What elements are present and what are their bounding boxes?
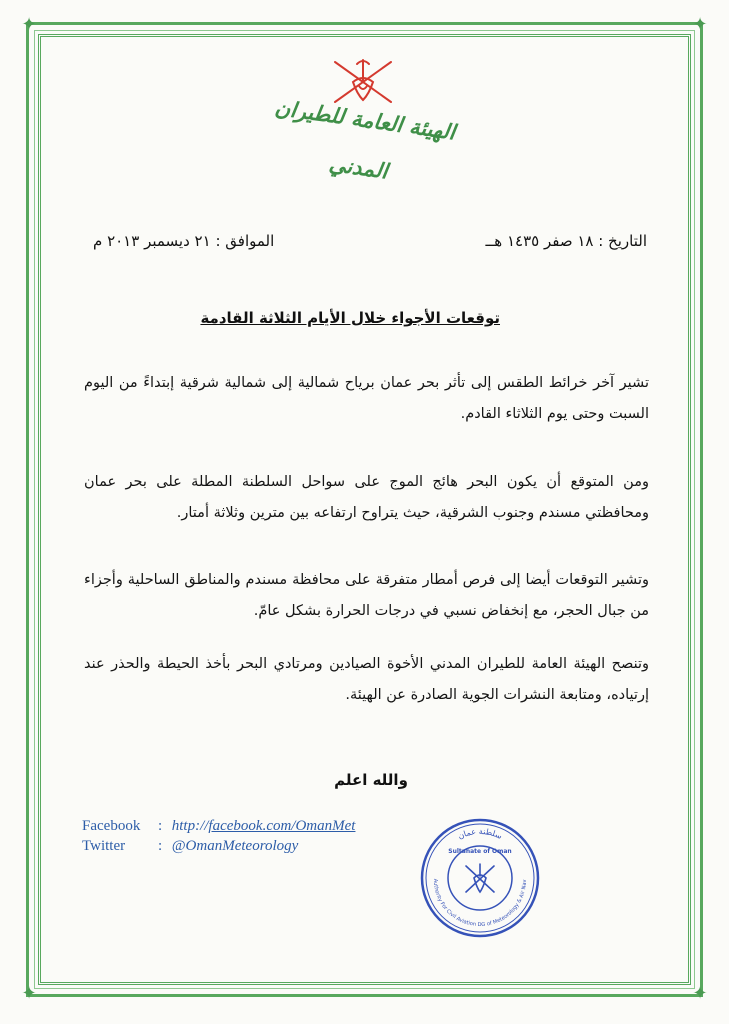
stamp-sultanate-text: Sultanate of Oman (448, 848, 512, 855)
twitter-label: Twitter (82, 838, 126, 854)
colon-separator: : (158, 818, 163, 834)
body-paragraph: تشير آخر خرائط الطقس إلى تأثر بحر عمان برياح شمالية إلى شمالية شرقية إبتداءً من اليوم السبت وحتى يوم الثلاثاء القادم. (84, 375, 649, 422)
stamp-khanjar-icon (466, 864, 494, 892)
corner-ornament-icon: ✦ (692, 983, 708, 1004)
closing-phrase: والله اعلم (334, 771, 408, 789)
body-paragraph: وتنصح الهيئة العامة للطيران المدني الأخوة الصيادين ومرتادي البحر بأخذ الحيطة والحذر عند إرتياده، ومتابعة النشرات الجوية الصادرة عن الهيئة. (84, 656, 649, 703)
facebook-link-prefix: http:// (171, 818, 209, 834)
hijri-date: التاريخ : ١٨ صفر ١٤٣٥ هــ (485, 232, 647, 250)
corner-ornament-icon: ✦ (692, 14, 708, 35)
gregorian-date: الموافق : ٢١ ديسمبر ٢٠١٣ م (93, 232, 275, 250)
corner-ornament-icon: ✦ (21, 14, 37, 35)
document-title: توقعات الأجواء خلال الأيام الثلاثة القادمة (200, 309, 500, 327)
twitter-handle-link[interactable]: @OmanMeteorology (171, 838, 299, 854)
facebook-contact (82, 818, 355, 835)
corner-ornament-icon: ✦ (21, 983, 37, 1004)
facebook-label: Facebook (82, 818, 141, 834)
stamp-ring-bottom-text: Authority For Civil Aviation DG of Meteorology & Air Nav (431, 878, 529, 929)
facebook-link-main: facebook.com/OmanMet (208, 818, 356, 834)
facebook-link[interactable] (172, 818, 356, 834)
stamp-ring-top-text: سلطنة عمان (456, 826, 504, 841)
authority-logo-text: الهيئة العامة للطيران المدني (273, 94, 457, 184)
body-paragraph: وتشير التوقعات أيضا إلى فرص أمطار متفرقة على محافظة مسندم والمناطق الساحلية وأجزاء من جبال الحجر، مع إنخفاض نسبي في درجات الحرارة بشكل عامّ. (84, 572, 649, 619)
colon-separator: : (158, 838, 163, 854)
twitter-contact (82, 838, 298, 855)
official-stamp-seal (418, 816, 542, 940)
body-paragraph: ومن المتوقع أن يكون البحر هائج الموج على سواحل السلطنة المطلة على بحر عمان ومحافظتي مسندم وجنوب الشرقية، حيث يتراوح ارتفاعه بين مترين وثلاثة أمتار. (84, 474, 649, 521)
